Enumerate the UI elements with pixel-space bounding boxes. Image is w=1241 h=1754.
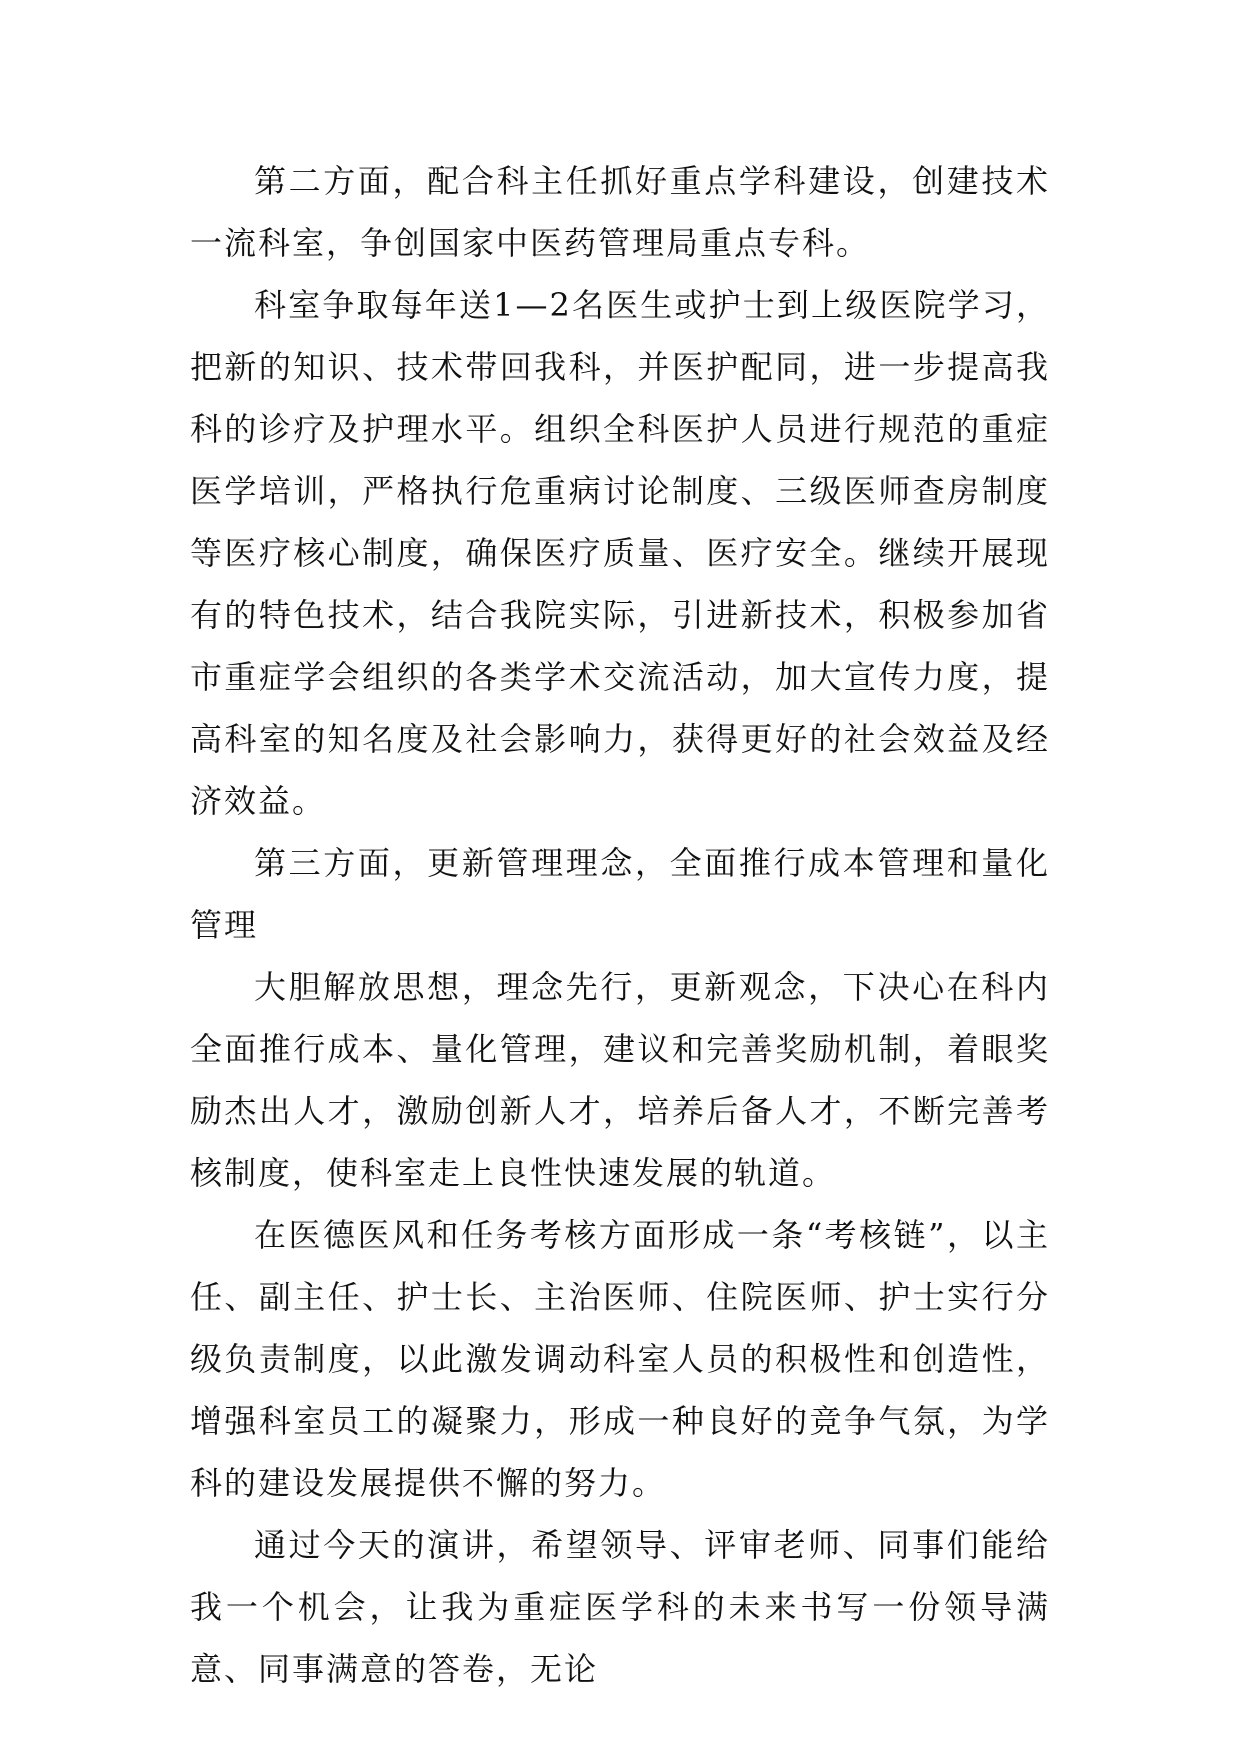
paragraph-closing: 通过今天的演讲，希望领导、评审老师、同事们能给我一个机会，让我为重症医学科的未来书写一份领导满意、同事满意的答卷，无论 xyxy=(190,1526,1050,1688)
paragraph-section-three-heading: 第三方面，更新管理理念，全面推行成本管理和量化管理 xyxy=(190,844,1050,944)
paragraph-training-plan: 科室争取每年送1—2名医生或护士到上级医院学习，把新的知识、技术带回我科，并医护配同，进一步提高我科的诊疗及护理水平。组织全科医护人员进行规范的重症医学培训，严格执行危重病讨论制度、三级医师查房制度等医疗核心制度，确保医疗质量、医疗安全。继续开展现有的特色技术，结合我院实际，引进新技术，积极参加省市重症学会组织的各类学术交流活动，加大宣传力度，提高科室的知名度及社会影响力，获得更好的社会效益及经济效益。 xyxy=(190,286,1050,820)
paragraph-section-two-heading: 第二方面，配合科主任抓好重点学科建设，创建技术一流科室，争创国家中医药管理局重点专科。 xyxy=(190,162,1050,262)
paragraph-management-reform: 大胆解放思想，理念先行，更新观念，下决心在科内全面推行成本、量化管理，建议和完善奖励机制，着眼奖励杰出人才，激励创新人才，培养后备人才，不断完善考核制度，使科室走上良性快速发展的轨道。 xyxy=(190,968,1050,1192)
paragraph-assessment-chain: 在医德医风和任务考核方面形成一条“考核链”，以主任、副主任、护士长、主治医师、住院医师、护士实行分级负责制度，以此激发调动科室人员的积极性和创造性，增强科室员工的凝聚力，形成一种良好的竞争气氛，为学科的建设发展提供不懈的努力。 xyxy=(190,1216,1050,1502)
document-body xyxy=(190,150,1050,1700)
